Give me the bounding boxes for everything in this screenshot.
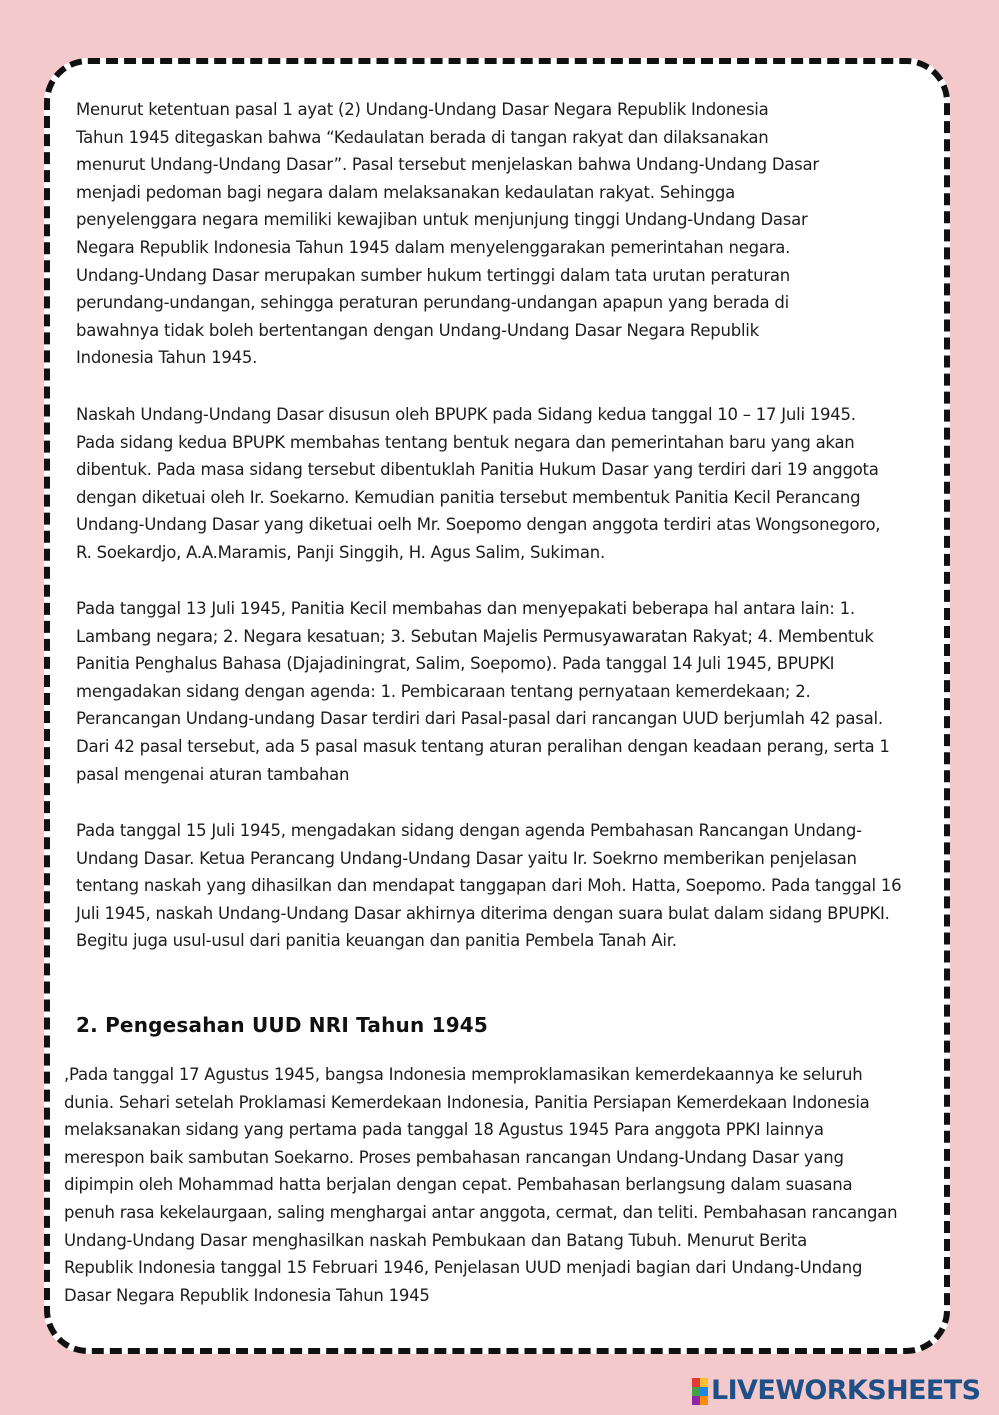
paragraph-pengesahan: ,Pada tanggal 17 Agustus 1945, bangsa Indonesia memproklamasikan kemerdekaannya ke seluruh dunia. Sehari setelah Proklamasi Kemerdekaan Indonesia, Panitia Persiapan Kemerdekaan Indonesia melaksanakan sidang yang pertama pada tanggal 18 Agustus 1945 Para anggota PPKI lainnya merespon baik sambutan Soekarno. Proses pembahasan rancangan Undang-Undang Dasar yang dipimpin oleh Mohammad hatta berjalan dengan cepat. Pembahasan berlangsung dalam suasana penuh rasa kekelaurgaan, saling menghargai antar anggota, cermat, dan teliti. Pembahasan rancangan Undang-Undang Dasar menghasilkan naskah Pembukaan dan Batang Tubuh. Menurut Berita Republik Indonesia tanggal 15 Februari 1946, Penjelasan UUD menjadi bagian dari Undang-Undang Dasar Negara Republik Indonesia Tahun 1945 <box>64 1065 898 1305</box>
paragraph-pasal-1: Menurut ketentuan pasal 1 ayat (2) Undang-Undang Dasar Negara Republik Indonesia Tahun 1945 ditegaskan bahwa “Kedaulatan berada di tangan rakyat dan dilaksanakan menurut Undang-Undang Dasar”. Pasal tersebut menjelaskan bahwa Undang-Undang Dasar menjadi pedoman bagi negara dalam melaksanakan kedaulatan rakyat. Sehingga penyelenggara negara memiliki kewajiban untuk menjunjung tinggi Undang-Undang Dasar Negara Republik Indonesia Tahun 1945 dalam menyelenggarakan pemerintahan negara. Undang-Undang Dasar merupakan sumber hukum tertinggi dalam tata urutan peraturan perundang-undangan, sehingga peraturan perundang-undangan apapun yang berada di bawahnya tidak boleh bertentangan dengan Undang-Undang Dasar Negara Republik Indonesia Tahun 1945. <box>76 100 819 368</box>
paragraph-sidang-15-juli: Pada tanggal 15 Juli 1945, mengadakan sidang dengan agenda Pembahasan Rancangan Undang- Undang Dasar. Ketua Perancang Undang-Undang Dasar yaitu Ir. Soekrno memberikan penjelasan tentang naskah yang dihasilkan dan mendapat tanggapan dari Moh. Hatta, Soepomo. Pada tanggal 16 Juli 1945, naskah Undang-Undang Dasar akhirnya diterima dengan suara bulat dalam sidang BPUPKI. Begitu juga usul-usul dari panitia keuangan dan panitia Pembela Tanah Air. <box>76 821 902 951</box>
paragraph-naskah-bpupk: Naskah Undang-Undang Dasar disusun oleh BPUPK pada Sidang kedua tanggal 10 – 17 Juli 1945. Pada sidang kedua BPUPK membahas tentang bentuk negara dan pemerintahan baru yang akan dibentuk. Pada masa sidang tersebut dibentuklah Panitia Hukum Dasar yang terdiri dari 19 anggota dengan diketuai oleh Ir. Soekarno. Kemudian panitia tersebut membentuk Panitia Kecil Perancang Undang-Undang Dasar yang diketuai oelh Mr. Soepomo dengan anggota terdiri atas Wongsonegoro, R. Soekardjo, A.A.Maramis, Panji Singgih, H. Agus Salim, Sukiman. <box>76 405 881 562</box>
logo-tile <box>700 1378 708 1387</box>
logo-tile <box>692 1387 700 1396</box>
liveworksheets-logo-icon <box>692 1378 708 1405</box>
logo-tile <box>692 1396 700 1405</box>
section-heading: 2. Pengesahan UUD NRI Tahun 1945 <box>76 1013 489 1037</box>
logo-tile <box>692 1378 700 1387</box>
brand-text: LIVEWORKSHEETS <box>711 1375 981 1406</box>
logo-tile <box>700 1387 708 1396</box>
logo-tile <box>700 1396 708 1405</box>
liveworksheets-brand[interactable] <box>692 1374 980 1408</box>
paragraph-panitia-kecil: Pada tanggal 13 Juli 1945, Panitia Kecil membahas dan menyepakati beberapa hal antara lain: 1. Lambang negara; 2. Negara kesatuan; 3. Sebutan Majelis Permusyawaratan Rakyat; 4. Membentuk Panitia Penghalus Bahasa (Djajadiningrat, Salim, Soepomo). Pada tanggal 14 Juli 1945, BPUPKI mengadakan sidang dengan agenda: 1. Pembicaraan tentang pernyataan kemerdekaan; 2. Perancangan Undang-undang Dasar terdiri dari Pasal-pasal dari rancangan UUD berjumlah 42 pasal. Dari 42 pasal tersebut, ada 5 pasal masuk tentang aturan peralihan dengan keadaan perang, serta 1 pasal mengenai aturan tambahan <box>76 599 890 784</box>
